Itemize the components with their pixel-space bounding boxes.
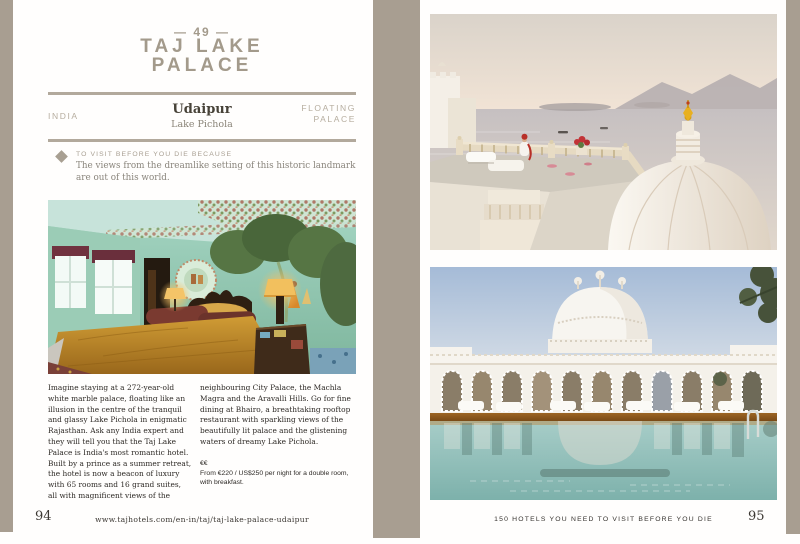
rooftop-illustration — [430, 14, 777, 250]
page-number-right: 95 — [748, 509, 765, 524]
bedroom-illustration — [48, 200, 356, 374]
price-text: From €220 / US$250 per night for a double room, with breakfast. — [200, 470, 349, 486]
hotel-url: www.tajhotels.com/en-in/taj/taj-lake-palace-udaipur — [95, 515, 309, 524]
rooftop-photo — [430, 14, 777, 250]
divider-rule-top — [48, 92, 356, 95]
bedroom-photo — [48, 200, 356, 374]
city-name: Udaipur — [172, 102, 232, 117]
right-cover-edge — [786, 0, 800, 534]
price-block — [200, 460, 358, 488]
entry-title: TAJ LAKE PALACE — [140, 36, 264, 76]
body-text-column-2 — [200, 383, 358, 488]
category-label: FLOATING PALACE — [301, 103, 356, 124]
book-title-footer: 150 HOTELS YOU NEED TO VISIT BEFORE YOU DIE — [494, 516, 713, 523]
reason-text: The views from the dreamlike setting of this historic landmark are out of this world. — [76, 161, 356, 183]
left-cover-edge — [0, 0, 13, 532]
locale-name: Lake Pichola — [171, 119, 233, 130]
page-number-left: 94 — [35, 509, 52, 524]
divider-rule-bottom — [48, 139, 356, 142]
body-text-column-2-text: neighbouring City Palace, the Machla Magra and the Aravalli Hills. Go for fine dining at Bhairo, a breathtaking rooftop restaurant with sparkling views of the beautifully lit palace and the glistening waters of dreamy Lake Pichola. — [200, 383, 351, 446]
diamond-icon — [55, 150, 68, 163]
price-symbol: €€ — [200, 459, 208, 467]
pool-illustration — [430, 267, 777, 500]
reason-eyebrow: TO VISIT BEFORE YOU DIE BECAUSE — [76, 151, 233, 158]
entry-number: — 49 — — [173, 25, 230, 39]
body-text-column-1: Imagine staying at a 272-year-old white marble palace, floating like an illusion in the centre of the tranquil and glassy Lake Pichola in enigmatic Rajasthan. Ask any India expert and they will tell you that the Taj Lake Palace is India's most romantic hotel. Built by a prince as a summer retreat, the hotel is now a beacon of luxury with 65 rooms and 16 grand suites, all with magnificent views of the — [48, 383, 192, 500]
pool-photo — [430, 267, 777, 500]
spine-gutter — [373, 0, 420, 538]
country-label: INDIA — [48, 111, 79, 121]
